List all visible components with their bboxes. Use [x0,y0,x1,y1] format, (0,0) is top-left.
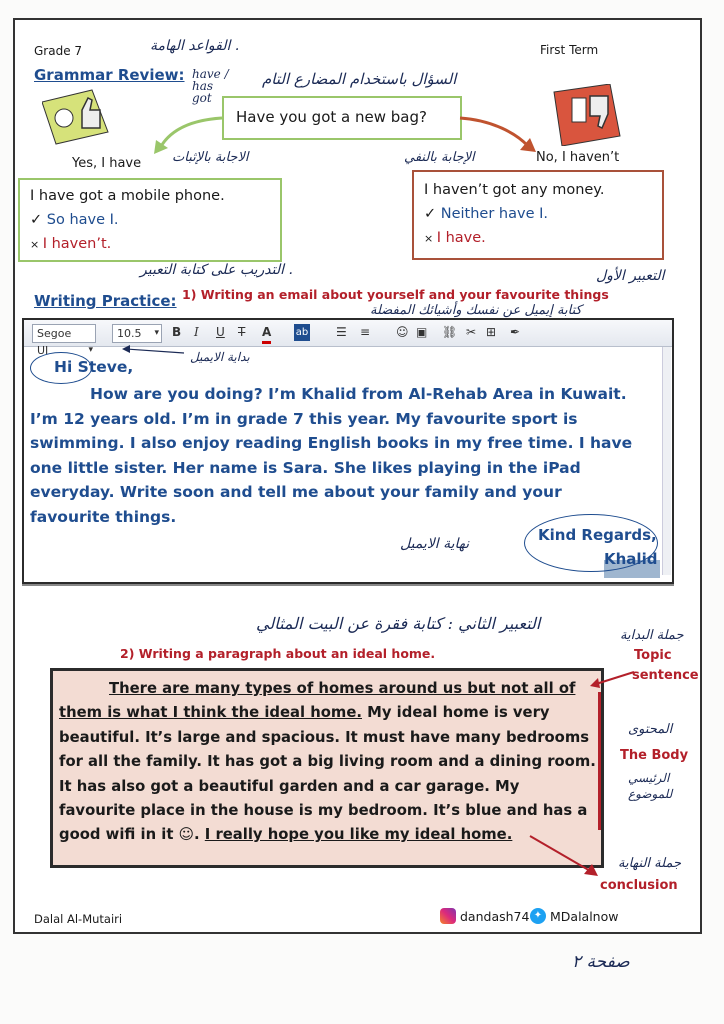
topic-note: جملة البداية [620,628,684,643]
task1-note1: التعبير الأول [596,268,665,284]
emoji-icon[interactable]: ☺ [396,325,409,339]
align-icon[interactable]: ☰ [336,325,347,339]
instagram-handle[interactable]: dandash74 [460,909,530,924]
greeting-note: بداية الايميل [190,350,250,364]
link-icon[interactable]: ⛓ [442,325,458,339]
underline-button[interactable]: U [216,325,225,339]
email-closing: Kind Regards, [538,526,657,544]
size-select[interactable]: 10.5 ▾ [112,324,162,343]
email-greeting: Hi Steve, [54,358,134,376]
list-icon[interactable]: ≡ [360,325,371,339]
task2-title: 2) Writing a paragraph about an ideal home. [120,646,436,661]
thumbs-down-icon [552,84,622,146]
positive-agree: So have I. [46,212,119,228]
negative-disagree-row [424,230,486,246]
strike-button[interactable]: T [238,325,246,339]
grammar-title: Grammar Review: [34,66,185,84]
positive-disagree-row [30,236,111,252]
cut-icon[interactable]: ✂ [466,325,477,339]
insert-icon[interactable]: ⊞ [486,325,497,339]
negative-disagree: I have. [436,230,486,246]
task2-note: التعبير الثاني : كتابة فقرة عن البيت المثالي [256,614,541,633]
yes-label: Yes, I have [72,156,142,171]
have-has-note: have / has got [192,67,229,105]
paragraph-text [59,677,597,848]
negative-agree-row [424,206,548,222]
highlight-icon[interactable]: ab [294,324,310,341]
cross-icon: × [30,238,43,251]
bold-button[interactable]: B [172,325,182,339]
note-question: السؤال باستخدام المضارع التام [262,70,457,88]
positive-disagree: I haven’t. [42,236,112,252]
paragraph-body: My ideal home is very beautiful. It’s large and spacious. It must have many bedrooms for all the family. It has got a big living room and a dining room. It has also got a beautiful garden and a car garage. My favourite place in the house is my bedroom. It’s blue and has a good wifi in it ☺. [59,704,596,844]
text-color-button[interactable]: A [262,324,271,344]
thumbs-up-icon [42,88,114,146]
no-note: الإجابة بالنفي [404,150,475,165]
conclusion-note: جملة النهاية [618,856,681,871]
body-note1: المحتوى [628,722,673,737]
question-text: Have you got a new bag? [236,108,427,126]
topic-sentence: There are many types of homes around us but not all of them is what I think the ideal home. [59,680,576,722]
cross-icon: × [424,232,437,245]
body-note2: الرئيسي للموضوع [628,771,673,801]
writing-title: Writing Practice: [34,292,177,310]
no-label: No, I haven’t [536,150,620,165]
italic-button[interactable]: I [194,325,199,339]
editor-scrollbar[interactable] [662,347,671,575]
writing-title-note: التدريب على كتابة التعبير . [140,262,293,278]
twitter-handle[interactable]: MDalalnow [550,909,619,924]
grade-label: Grade 7 [34,44,83,58]
conclusion-sentence: I really hope you like my ideal home. [204,826,513,844]
font-select[interactable]: Segoe UI ▾ [32,324,96,343]
negative-box [412,170,664,260]
closing-note: نهاية الايميل [400,536,470,552]
email-body: How are you doing? I’m Khalid from Al-Rehab Area in Kuwait. I’m 12 years old. I’m in grade 7 this year. My favourite sport is swimming. I also enjoy reading English books in my free time. I have one little sister. Her name is Sara. She likes playing in the iPad everyday. Write soon and tell me about your family and your favourite things. [30,385,633,526]
body-bracket [598,692,601,830]
topic-label: Topic [634,648,672,663]
page-note: صفحة ٢ [572,952,630,972]
conclusion-arrow [526,832,602,882]
positive-agree-row [30,212,119,228]
instagram-icon [440,908,456,924]
task1-note2: كتابة إيميل عن نفسك وأشيائك المفضلة [370,303,582,318]
image-icon[interactable]: ▣ [416,325,428,339]
note-top: القواعد الهامة . [150,38,240,54]
sentence-label: sentence [632,668,699,683]
term-label: First Term [540,43,599,57]
positive-sentence: I have got a mobile phone. [30,188,225,204]
check-icon: ✓ [424,206,441,222]
topic-arrow [586,666,638,690]
email-signature: Khalid [604,550,658,568]
author-name: Dalal Al-Mutairi [34,912,123,926]
positive-box [18,178,282,262]
greeting-arrow [120,342,186,354]
body-label: The Body [620,748,689,763]
task1-title: 1) Writing an email about yourself and your favourite things [182,287,609,302]
clear-format-icon[interactable]: ✒ [510,325,521,339]
negative-agree: Neither have I. [440,206,549,222]
check-icon: ✓ [30,212,47,228]
yes-note: الاجابة بالإثبات [172,150,249,165]
twitter-icon: ✦ [530,908,546,924]
paragraph-box [50,668,604,868]
conclusion-label: conclusion [600,878,678,893]
negative-sentence: I haven’t got any money. [424,182,605,198]
